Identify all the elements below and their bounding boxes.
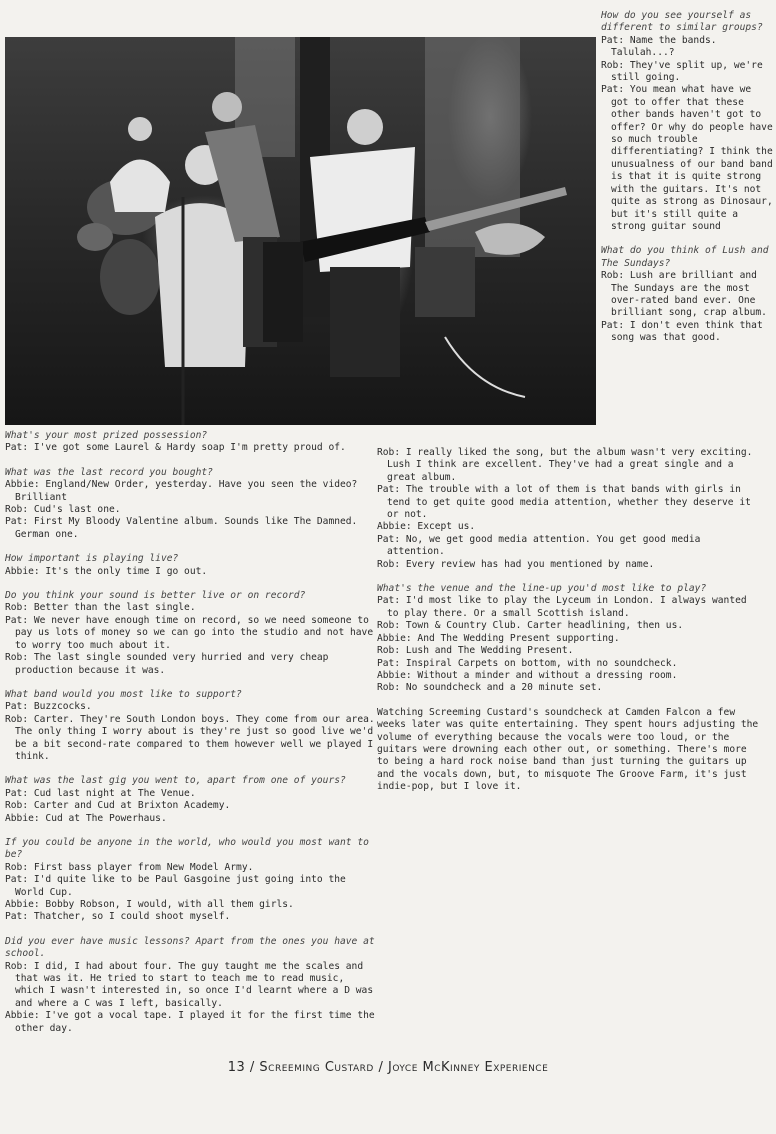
answer: Abbie: Cud at The Powerhaus. <box>5 812 167 824</box>
answer: Abbie: Without a minder and without a dressing room. <box>377 669 678 681</box>
answer: Rob: First bass player from New Model Army. <box>5 861 254 873</box>
question: What do you think of Lush and The Sundays? <box>601 245 769 269</box>
question: What's your most prized possession? <box>5 430 208 441</box>
answer: Pat: You mean what have we got to offer that these other bands haven't got to offer? Or why do people have so much trouble differentiating? I think the unusualness of our band band is that it is quite strong with the guitars. It's not quite as strong as Dinosaur, but it's still quite a strong guitar sound <box>601 84 773 232</box>
answer: Abbie: England/New Order, yesterday. Have you seen the video? Brilliant <box>5 479 358 503</box>
question: What's the venue and the line-up you'd most like to play? <box>377 583 707 595</box>
answer: Pat: I don't even think that song was that good. <box>601 319 763 344</box>
question: How important is playing live? <box>5 553 179 565</box>
answer: Abbie: And The Wedding Present supporting. <box>377 632 620 644</box>
answer: Rob: The last single sounded very hurried and very cheap production because it was. <box>5 652 329 676</box>
answer: Pat: Buzzcocks. <box>5 701 92 713</box>
question: What band would you most like to support? <box>5 688 242 700</box>
answer: Rob: Better than the last single. <box>5 602 196 614</box>
middle-column <box>377 447 762 794</box>
answer: Rob: Town & Country Club. Carter headlining, then us. <box>377 620 684 632</box>
answer: Pat: Name the bands. Talulah...? <box>601 34 717 59</box>
answer: Abbie: Except us. <box>377 521 476 533</box>
question: What was the last record you bought? <box>5 466 213 478</box>
closing-paragraph: Watching Screeming Custard's soundcheck at Camden Falcon a few weeks later was quite entertaining. They spent hours adjusting the volume of everything because the vocals were too loud, or the guitars were drowning each other out, or something. There's more to being a hard rock noise band than just turning the guitars up and the vocals down, but, to misquote The Groove Farm, it's just indie-pop, but I love it. <box>377 706 759 793</box>
answer: Rob: I really liked the song, but the album wasn't very exciting. Lush I think are excellent. They've had a great single and a great album. <box>377 447 753 483</box>
answer: Rob: Lush and The Wedding Present. <box>377 645 574 657</box>
question: If you could be anyone in the world, who would you most want to be? <box>5 836 369 861</box>
answer: Abbie: Bobby Robson, I would, with all them girls. <box>5 899 294 910</box>
question: How do you see yourself as different to similar groups? <box>601 10 763 34</box>
answer: Pat: I'd quite like to be Paul Gasgoine just going into the World Cup. <box>5 874 346 898</box>
answer: Rob: Cud's last one. <box>5 504 121 516</box>
right-column <box>601 10 773 345</box>
answer: Rob: Every review has had you mentioned by name. <box>377 558 655 570</box>
answer: Rob: They've split up, we're still going. <box>601 59 763 84</box>
page-footer: 13 / Screeming Custard / Joyce McKinney Experience <box>227 1060 549 1075</box>
answer: Pat: I've got some Laurel & Hardy soap I'm pretty proud of. <box>5 442 346 454</box>
band-photo <box>5 37 596 425</box>
answer: Pat: Thatcher, so I could shoot myself. <box>5 911 231 923</box>
question: Do you think your sound is better live or on record? <box>5 590 306 602</box>
answer: Pat: Cud last night at The Venue. <box>5 787 196 799</box>
answer: Abbie: It's the only time I go out. <box>5 565 208 577</box>
left-column <box>5 430 375 1035</box>
answer: Rob: Carter and Cud at Brixton Academy. <box>5 800 231 812</box>
question: What was the last gig you went to, apart from one of yours? <box>5 775 346 787</box>
answer: Abbie: I've got a vocal tape. I played it for the first time the other day. <box>5 1010 375 1034</box>
answer: Pat: No, we get good media attention. You get good media attention. <box>377 533 701 558</box>
answer: Pat: The trouble with a lot of them is that bands with girls in tend to get quite good media attention, whether they deserve it or not. <box>377 484 751 521</box>
answer: Pat: We never have enough time on record, so we need someone to pay us lots of money so we can go into the studio and not have to worry too much about it. <box>5 614 374 651</box>
answer: Pat: Inspiral Carpets on bottom, with no soundcheck. <box>377 657 678 669</box>
question: Did you ever have music lessons? Apart from the ones you have at school. <box>5 935 375 960</box>
answer: Rob: No soundcheck and a 20 minute set. <box>377 682 603 694</box>
answer: Rob: Carter. They're South London boys. They come from our area. The only thing I worry about is they're just so good live we'd be a bit second-rate compared to them however well we played I think. <box>5 713 375 762</box>
answer: Rob: I did, I had about four. The guy taught me the scales and that was it. He tried to start to teach me to read music, which I wasn't interested in, so once I'd learnt where a D was and where a C was I left, basically. <box>5 960 374 1009</box>
answer: Rob: Lush are brilliant and The Sundays are the most over-rated band ever. One brilliant song, crap album. <box>601 270 767 319</box>
answer: Pat: First My Bloody Valentine album. Sounds like The Damned. German one. <box>5 516 358 540</box>
answer: Pat: I'd most like to play the Lyceum in London. I always wanted to play there. Or a small Scottish island. <box>377 595 747 619</box>
